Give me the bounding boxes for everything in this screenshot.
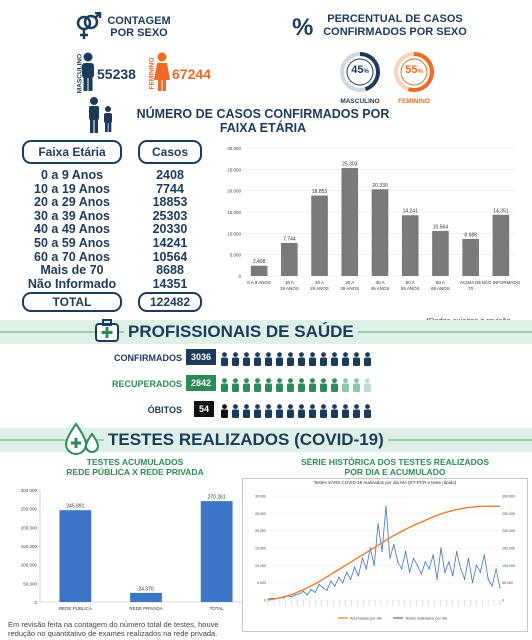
legend-cum-label: Acumulado por dia [350,616,382,621]
tests-daily-point [433,554,434,555]
tests-daily-point [484,554,485,555]
tests-daily-point [354,566,355,567]
tests-daily-point [326,590,327,591]
age-bar [493,215,510,276]
tests-ytick: 100.000 [20,562,37,568]
age-col-header-range: Faixa Etária [22,140,122,164]
tests-daily-point [397,561,398,562]
tests-ytick: 200.000 [20,525,37,531]
tests-daily-point [425,561,426,562]
age-row-cases: 14351 [152,276,188,291]
tests-daily-point [480,572,481,573]
tests-line-yleft-tick: 10.000 [255,563,266,568]
tests-bar [130,593,162,602]
test-drops-icon [62,422,102,461]
age-row-range: Não Informado [27,276,117,291]
age-bar-label: 25.303 [342,161,358,168]
medical-kit-icon [94,318,120,349]
age-bar-label: 10.564 [432,224,449,231]
health-confirmed-value: 3036 [186,349,216,365]
male-count: 55238 [97,66,136,82]
age-row-cases: 25303 [152,208,188,223]
tests-right-title-line1: SÉRIE HISTÓRICA DOS TESTES REALIZADOS [300,457,490,467]
age-row-range: 0 a 9 Anos [40,168,104,182]
age-xtick: 10 A 19 ANOS [279,280,299,291]
tests-daily-point [401,568,402,569]
age-bar-label: 14.351 [493,208,509,215]
tests-daily-point [429,568,430,569]
tests-line-yleft-tick: 25.000 [255,511,266,516]
age-bar-label: 7.744 [283,236,296,243]
age-bar [462,239,479,276]
tests-right-title-line2: POR DIA E ACUMULADO [344,467,446,477]
tests-daily-point [374,565,375,566]
age-row-cases: 2408 [156,168,184,182]
tests-daily-point [460,568,461,569]
tests-line-yright-tick: 150.000 [502,546,515,551]
age-row-range: 10 a 19 Anos [34,181,110,196]
tests-line-yright-tick: 0 [502,598,504,603]
tests-daily-point [385,506,386,507]
age-xtick: 40 A 49 ANOS [370,280,390,291]
tests-daily-point [378,523,379,524]
female-percent-label: FEMININO [398,98,430,105]
tests-daily-point [464,579,465,580]
tests-bar [59,510,91,602]
age-ytick: 25.000 [227,167,241,173]
tests-daily-point [342,582,343,583]
tests-daily-point [409,572,410,573]
age-xtick: 0 A 9 ANOS [247,280,271,285]
tests-daily-point [472,582,473,583]
tests-line-chart-title: Testes SARS COVID-19 realizados por dia MA (RT-PCR e teste rápido) [313,480,457,485]
tests-daily-point [307,594,308,595]
tests-line-yright-tick: 50.000 [502,581,513,586]
age-row-range: 60 a 70 Anos [34,249,110,264]
age-title-line2: FAIXA ETÁRIA [219,121,307,135]
age-row-cases: 7744 [156,181,184,196]
tests-daily-point [495,568,496,569]
male-percent-label: MASCULINO [340,98,380,105]
age-row-cases: 8688 [156,263,184,278]
age-bar [251,266,268,276]
age-ytick: 20.000 [227,188,241,194]
tests-daily-point [358,575,359,576]
tests-line-yright-tick: 200.000 [502,529,515,534]
tests-daily-point [303,591,304,592]
tests-revision-note-line1: Em revisão feita na contagem do número total de testes, houve [8,620,219,629]
female-label: FEMININO [148,57,156,90]
age-bar [281,243,298,276]
tests-bar-label: 270.261 [207,494,226,501]
tests-line-yleft-tick: 0 [264,598,266,603]
percent-icon: % [292,14,314,41]
age-bar [402,215,419,276]
tests-revision-note-line2: redução no quantitativo de exames realizados na rede privada. [8,629,218,638]
tests-daily-point [444,572,445,573]
tests-accumulated-bar-chart [4,478,260,618]
tests-daily-point [291,596,292,597]
age-ytick: 30.000 [227,146,241,151]
health-recovered-people [220,376,374,394]
tests-line-yright-tick: 300.000 [502,494,515,499]
tests-daily-point [393,544,394,545]
age-title-line1: NÚMERO DE CASOS CONFIRMADOS POR [136,107,390,121]
age-row-range: 40 a 49 Anos [34,222,110,237]
tests-daily-point [370,547,371,548]
age-col-header-cases: Casos [138,140,202,164]
tests-daily-point [315,592,316,593]
tests-ytick: 50.000 [23,581,37,587]
tests-daily-point [334,586,335,587]
age-bar-label: 8.688 [464,232,477,239]
tests-daily-point [311,589,312,590]
tests-daily-point [440,547,441,548]
age-row-cases: 18853 [152,195,188,210]
tests-bar [201,501,233,602]
age-bar-label: 14.241 [402,208,418,215]
age-bar [341,168,358,276]
health-recovered-value: 2842 [186,375,216,391]
age-bar-label: 18.853 [311,189,328,196]
female-percent-value: 55% [405,64,423,76]
health-deaths-value: 54 [194,401,214,417]
male-percent-value: 45% [351,64,369,76]
age-total-label: TOTAL [22,292,122,312]
tests-title: TESTES REALIZADOS (COVID-19) [104,430,388,450]
tests-daily-point [452,575,453,576]
tests-daily-point [492,586,493,587]
tests-daily-point [381,551,382,552]
tests-daily-point [476,565,477,566]
age-total-value: 122482 [138,292,202,312]
sex-title: CONTAGEM POR SEXO [107,15,171,39]
tests-daily-point [436,579,437,580]
age-row-cases: 10564 [152,249,188,264]
tests-cumulative-series [268,506,500,600]
tests-daily-line-chart [244,486,526,630]
tests-daily-point [389,558,390,559]
age-row-range: 30 a 39 Anos [34,208,110,223]
health-deaths-people [220,402,374,420]
tests-daily-point [319,584,320,585]
age-ytick: 0 [238,274,241,279]
tests-bar-label: 245.891 [66,503,85,510]
tests-daily-series [268,506,500,599]
percent-title-line1: PERCENTUAL DE CASOS [327,13,463,25]
age-ytick: 15.000 [227,210,241,215]
tests-ytick: 150.000 [20,544,37,549]
tests-daily-point [413,558,414,559]
tests-line-yleft-tick: 15.000 [255,546,266,551]
age-row-cases: 14241 [152,236,188,250]
age-bar [311,196,328,276]
tests-daily-point [421,573,422,574]
age-xtick: 60 A 69 ANOS [431,280,450,291]
age-ytick: 5.000 [229,252,241,258]
health-recovered-label: RECUPERADOS [111,379,182,389]
age-row-range: 50 a 59 Anos [34,236,110,250]
tests-xtick: REDE PRIVADA [129,606,163,611]
tests-line-yleft-tick: 30.000 [255,494,266,499]
tests-daily-point [346,572,347,573]
female-count: 67244 [172,66,211,82]
tests-daily-point [417,565,418,566]
tests-xtick: TOTAL [209,606,224,611]
tests-daily-point [405,551,406,552]
tests-line-yright-tick: 250.000 [502,511,515,516]
tests-ytick: 300.000 [20,488,37,493]
age-bar-chart [210,140,520,310]
tests-ytick: 0 [34,600,37,605]
age-bar-label: 2.408 [252,259,266,266]
health-confirmed-people [220,350,374,368]
tests-left-title-line1: TESTES ACUMULADOS [86,457,184,467]
legend-daily-label: Testes realizados por dia [405,616,447,621]
family-icon [86,96,116,139]
tests-line-yleft-tick: 20.000 [255,529,266,534]
health-confirmed-label: CONFIRMADOS [114,353,182,363]
age-xtick: ACIMA DE 70 [459,280,482,291]
age-xtick: NÃO INFORMADO [481,280,520,285]
age-xtick: 30 A 39 ANOS [340,280,360,291]
tests-daily-point [350,579,351,580]
tests-daily-point [295,594,296,595]
health-deaths-label: ÓBITOS [147,405,182,415]
age-bar [432,231,449,276]
tests-xtick: REDE PÚBLICA [58,606,92,611]
tests-daily-point [488,579,489,580]
age-bar [372,189,389,276]
tests-daily-point [468,558,469,559]
age-row-cases: 20330 [152,222,188,237]
female-person-icon [154,52,170,97]
age-row-range: Mais de 70 [40,263,104,278]
tests-bar-label: 24.370 [138,586,154,593]
age-ytick: 10.000 [227,231,241,237]
tests-daily-point [299,593,300,594]
tests-left-title-line2: REDE PÚBLICA X REDE PRIVADA [66,467,204,477]
health-title: PROFISSIONAIS DE SAÚDE [124,322,358,342]
gender-symbol-icon [74,12,102,42]
tests-ytick: 250.000 [20,506,37,512]
percent-title-line2: CONFIRMADOS POR SEXO [323,26,467,38]
tests-daily-point [366,568,367,569]
tests-daily-point [330,580,331,581]
tests-daily-point [338,577,339,578]
age-xtick: 20 A 29 ANOS [310,280,329,291]
age-bar-label: 20.330 [372,182,388,189]
tests-daily-point [456,551,457,552]
tests-daily-point [448,561,449,562]
male-label: MASCULINO [76,53,84,94]
tests-line-yleft-tick: 5.000 [257,581,266,586]
age-xtick: 50 A 59 ANOS [400,280,420,291]
tests-daily-point [322,587,323,588]
age-row-range: 20 a 29 Anos [34,195,110,210]
tests-daily-point [499,587,500,588]
tests-daily-point [362,558,363,559]
tests-line-yright-tick: 100.000 [502,563,515,568]
